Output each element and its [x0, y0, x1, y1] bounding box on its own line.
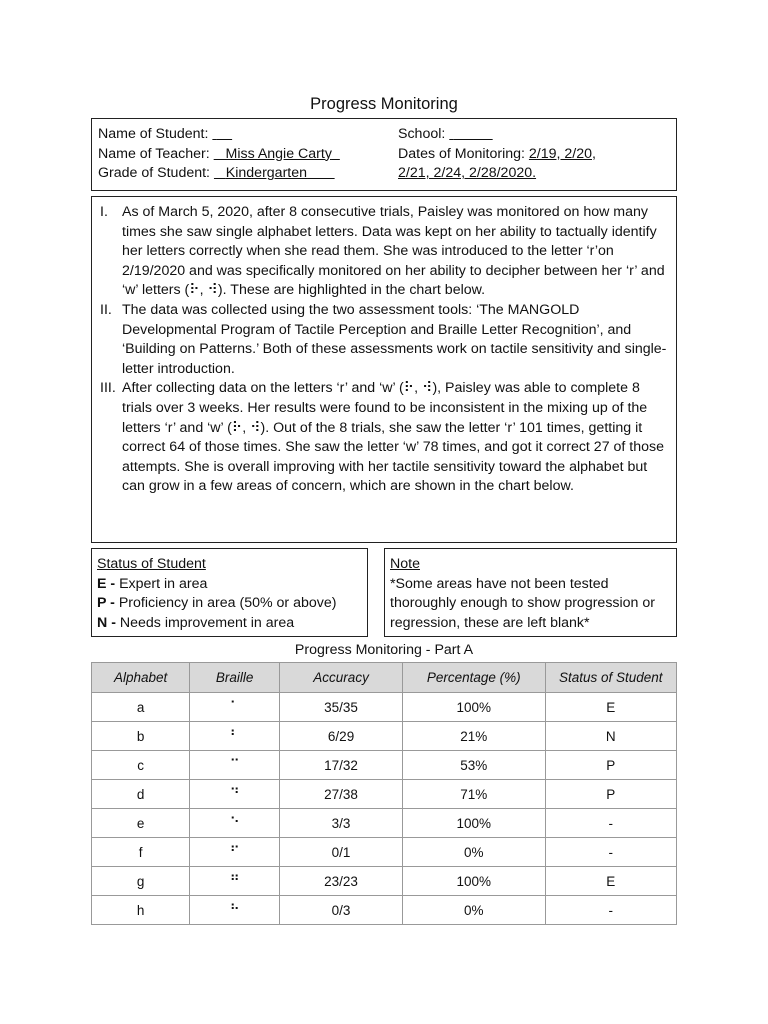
item-number: II.	[100, 301, 112, 318]
table-row	[92, 693, 677, 722]
cell-accuracy: 23/23	[280, 867, 403, 896]
table-row	[92, 751, 677, 780]
table-row	[92, 838, 677, 867]
info-right-column	[398, 125, 596, 184]
cell-accuracy: 3/3	[280, 809, 403, 838]
cell-accuracy: 27/38	[280, 780, 403, 809]
cell-alphabet: c	[92, 751, 190, 780]
grade-value: Kindergarten	[225, 165, 308, 182]
cell-braille: ⠁	[190, 693, 280, 722]
cell-status: -	[545, 896, 676, 925]
item-text: The data was collected using the two assessment tools: ‘The MANGOLD Developmental Program of Tactile Perception and Braille Letter Recognition’, and ‘Building on Patterns.’ Both of these assessments work on tactile sensitivity and single-letter introduction.	[122, 301, 667, 377]
cell-alphabet: d	[92, 780, 190, 809]
status-legend-box	[91, 548, 368, 637]
cell-braille: ⠃	[190, 722, 280, 751]
cell-braille: ⠛	[190, 867, 280, 896]
header-braille: Braille	[190, 663, 280, 693]
note-heading: Note	[390, 556, 420, 572]
cell-accuracy: 17/32	[280, 751, 403, 780]
description-item	[100, 203, 668, 301]
cell-accuracy: 35/35	[280, 693, 403, 722]
student-name-label: Name of Student:	[98, 126, 209, 142]
teacher-name-label: Name of Teacher:	[98, 145, 210, 162]
table-row	[92, 780, 677, 809]
cell-alphabet: f	[92, 838, 190, 867]
table-title: Progress Monitoring - Part A	[294, 642, 474, 658]
cell-status: E	[545, 693, 676, 722]
description-item	[100, 301, 668, 379]
cell-status: N	[545, 722, 676, 751]
cell-accuracy: 6/29	[280, 722, 403, 751]
item-number: I.	[100, 204, 108, 220]
cell-percentage: 71%	[402, 780, 545, 809]
status-item-proficiency: P - Proficiency in area (50% or above)	[97, 595, 337, 612]
table-row	[92, 867, 677, 896]
grade-label: Grade of Student:	[98, 165, 210, 182]
header-accuracy: Accuracy	[280, 663, 403, 693]
dates-line	[398, 145, 596, 165]
cell-percentage: 53%	[402, 751, 545, 780]
cell-accuracy: 0/1	[280, 838, 403, 867]
item-text: After collecting data on the letters ‘r’ and ‘w’ (⠗, ⠺), Paisley was able to complete 8 trials over 3 weeks. Her results were found to be inconsistent in the mixing up of the letters ‘r’ and ‘w’ (⠗, ⠺). Out of the 8 trials, she saw the letter ‘r’ 101 times, getting it correct 64 of those times. She saw the letter ‘w’ 78 times, and got it correct 27 of those attempts. She is overall improving with her tactile sensitivity toward the alphabet but can grow in a few areas of concern, which are shown in the chart below.	[122, 380, 665, 495]
table-row	[92, 722, 677, 751]
cell-status: -	[545, 838, 676, 867]
cell-braille: ⠓	[190, 896, 280, 925]
cell-braille: ⠉	[190, 751, 280, 780]
cell-status: P	[545, 751, 676, 780]
cell-percentage: 21%	[402, 722, 545, 751]
cell-braille: ⠋	[190, 838, 280, 867]
cell-percentage: 100%	[402, 809, 545, 838]
cell-braille: ⠑	[190, 809, 280, 838]
cell-status: E	[545, 867, 676, 896]
grade-line	[98, 164, 340, 184]
info-left-column	[98, 125, 340, 184]
status-heading: Status of Student	[97, 556, 206, 572]
cell-percentage: 0%	[402, 896, 545, 925]
note-box	[384, 548, 677, 637]
header-percentage: Percentage (%)	[402, 663, 545, 693]
cell-status: -	[545, 809, 676, 838]
cell-percentage: 100%	[402, 867, 545, 896]
student-info-box	[91, 118, 677, 191]
cell-alphabet: h	[92, 896, 190, 925]
student-name-value	[212, 126, 232, 142]
status-item-expert: E - Expert in area	[97, 575, 208, 592]
school-value	[449, 126, 492, 142]
dates-label: Dates of Monitoring:	[398, 145, 525, 162]
cell-status: P	[545, 780, 676, 809]
description-item	[100, 379, 668, 497]
teacher-name-value: Miss Angie Carty	[225, 145, 332, 162]
student-name-line	[98, 125, 340, 145]
header-status: Status of Student	[545, 663, 676, 693]
header-alphabet: Alphabet	[92, 663, 190, 693]
table-header-row	[92, 663, 677, 693]
dates-value-1: 2/19, 2/20,	[528, 145, 596, 162]
item-number: III.	[100, 380, 116, 397]
cell-braille: ⠙	[190, 780, 280, 809]
dates-value-2: 2/21, 2/24, 2/28/2020.	[398, 165, 537, 182]
description-box	[91, 196, 677, 543]
cell-alphabet: b	[92, 722, 190, 751]
cell-accuracy: 0/3	[280, 896, 403, 925]
table-row	[92, 896, 677, 925]
cell-alphabet: e	[92, 809, 190, 838]
teacher-name-line	[98, 145, 340, 165]
page-title: Progress Monitoring	[310, 95, 458, 113]
item-text: As of March 5, 2020, after 8 consecutive trials, Paisley was monitored on how many times she saw single alphabet letters. Data was kept on her ability to tactually identify her letters correctly when she read them. She was introduced to the letter ‘r’on 2/19/2020 and was specifically monitored on her ability to decipher between her ‘r’ and ‘w’ letters (⠗, ⠺). These are highlighted in the chart below.	[122, 204, 665, 299]
progress-table	[91, 662, 677, 925]
note-text: *Some areas have not been tested thoroughly enough to show progression or regression, these are left blank*	[390, 575, 656, 631]
cell-alphabet: g	[92, 867, 190, 896]
cell-alphabet: a	[92, 693, 190, 722]
table-row	[92, 809, 677, 838]
cell-percentage: 100%	[402, 693, 545, 722]
school-line	[398, 125, 596, 145]
cell-percentage: 0%	[402, 838, 545, 867]
status-item-needs-improvement: N - Needs improvement in area	[97, 614, 295, 631]
table-body	[92, 693, 677, 925]
school-label: School:	[398, 126, 446, 142]
description-list	[100, 203, 668, 497]
